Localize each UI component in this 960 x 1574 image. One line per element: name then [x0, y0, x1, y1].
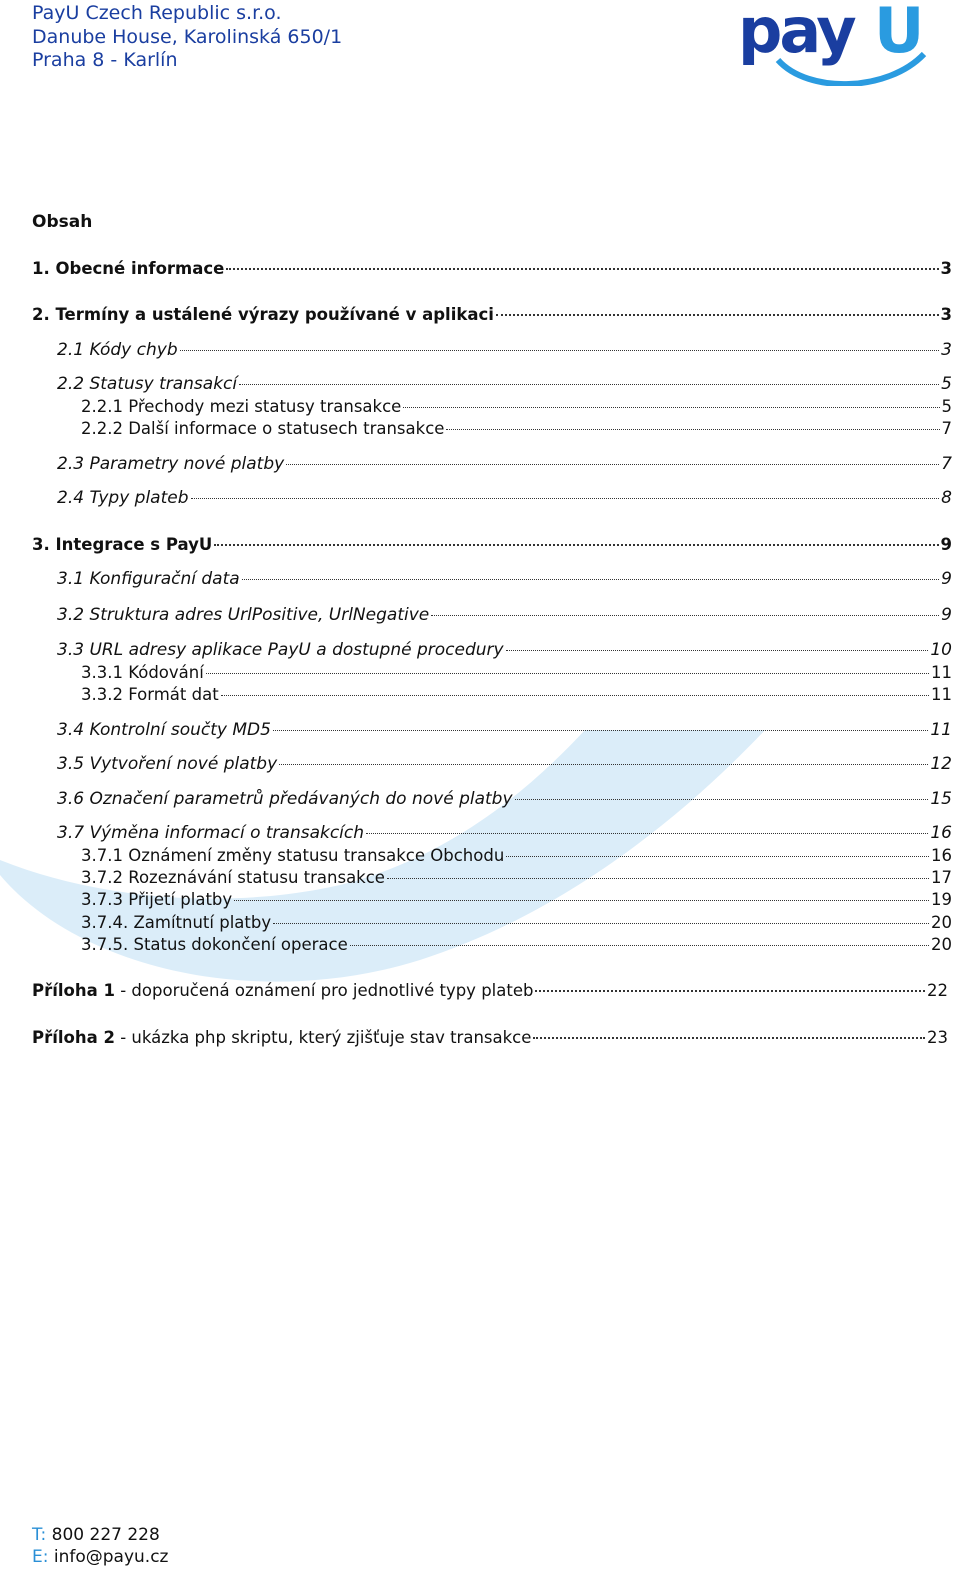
contact-footer: [32, 1524, 168, 1568]
toc-entry[interactable]: [57, 568, 952, 590]
toc-entry-page: 15: [930, 789, 952, 809]
toc-leader-dots: [506, 856, 929, 857]
appendix-entry[interactable]: [32, 980, 948, 1002]
toc-entry[interactable]: [32, 258, 952, 280]
toc-entry-page: 7: [941, 419, 952, 438]
toc-entry-title: 3.5 Vytvoření nové platby: [57, 754, 278, 774]
toc-entry[interactable]: [81, 889, 952, 911]
toc-entry-page: 5: [941, 397, 952, 416]
toc-entry-page: 16: [931, 846, 952, 865]
appendix-entry[interactable]: [32, 1027, 948, 1049]
toc-leader-dots: [279, 764, 928, 765]
toc-leader-dots: [234, 900, 929, 901]
appendix-entry-page: 22: [927, 981, 948, 1000]
toc-entry-page: 16: [930, 823, 952, 843]
toc-entry-title: 2.2 Statusy transakcí: [57, 374, 238, 394]
payu-logo: [738, 2, 940, 90]
toc-leader-dots: [366, 833, 928, 834]
toc-entry-title: 2.2.2 Další informace o statusech transakce: [81, 419, 445, 438]
toc-leader-dots: [431, 615, 939, 616]
toc-entry-page: 10: [930, 640, 952, 660]
toc-entry[interactable]: [57, 487, 952, 509]
toc-entry[interactable]: [32, 534, 952, 556]
toc-entry-page: 8: [941, 488, 952, 508]
toc-entry-page: 17: [931, 868, 952, 887]
toc-entry-page: 5: [941, 374, 952, 394]
toc-entry-title: 3.3 URL adresy aplikace PayU a dostupné procedury: [57, 640, 504, 660]
svg-text:pay: pay: [738, 2, 854, 67]
toc-leader-dots: [286, 464, 939, 465]
appendix-entry-page: 23: [927, 1028, 948, 1047]
toc-leader-dots: [496, 314, 939, 316]
toc-leader-dots: [191, 498, 940, 499]
phone-label: T:: [32, 1525, 47, 1545]
toc-entry-page: 20: [931, 913, 952, 932]
toc-entry-title: 1. Obecné informace: [32, 259, 225, 278]
toc-entry[interactable]: [81, 934, 952, 956]
toc-entry-page: 12: [930, 754, 952, 774]
toc-entry[interactable]: [57, 719, 952, 741]
toc-entry-title: 3.3.2 Formát dat: [81, 685, 219, 704]
toc-entry-title: 2. Termíny a ustálené výrazy používané v aplikaci: [32, 305, 494, 324]
phone-number: 800 227 228: [51, 1525, 160, 1545]
toc-leader-dots: [403, 407, 939, 408]
toc-leader-dots: [446, 429, 939, 430]
toc-title: Obsah: [32, 212, 93, 232]
toc-entry[interactable]: [57, 753, 952, 775]
company-city: Praha 8 - Karlín: [32, 49, 178, 71]
toc-entry[interactable]: [57, 604, 952, 626]
toc-entry-title: 3.4 Kontrolní součty MD5: [57, 720, 271, 740]
svg-text:U: U: [874, 2, 925, 67]
company-name: PayU Czech Republic s.r.o.: [32, 2, 282, 24]
toc-entry[interactable]: [81, 662, 952, 684]
appendix-label: Příloha 1: [32, 981, 115, 1000]
toc-entry[interactable]: [81, 845, 952, 867]
toc-entry-page: 3: [940, 305, 952, 324]
company-address: [32, 2, 342, 73]
toc-leader-dots: [387, 878, 929, 879]
toc-leader-dots: [506, 650, 929, 651]
toc-leader-dots: [180, 350, 940, 351]
appendix-entry-title: [32, 980, 533, 1002]
toc-entry[interactable]: [81, 418, 952, 440]
toc-entry-title: 3. Integrace s PayU: [32, 535, 213, 554]
toc-entry[interactable]: [57, 822, 952, 844]
toc-entry-title: 3.3.1 Kódování: [81, 663, 204, 682]
toc-entry-page: 9: [940, 535, 952, 554]
toc-entry[interactable]: [57, 373, 952, 395]
toc-entry-title: 2.4 Typy plateb: [57, 488, 189, 508]
toc-entry[interactable]: [81, 396, 952, 418]
toc-leader-dots: [206, 673, 929, 674]
toc-leader-dots: [239, 384, 939, 385]
toc-entry-title: 3.6 Označení parametrů předávaných do nové platby: [57, 789, 513, 809]
toc-entry[interactable]: [81, 684, 952, 706]
company-street: Danube House, Karolinská 650/1: [32, 25, 343, 48]
toc-entry-title: 3.7.3 Přijetí platby: [81, 890, 233, 909]
toc-entry-title: 3.7.4. Zamítnutí platby: [81, 913, 272, 932]
toc-leader-dots: [273, 730, 928, 731]
toc-entry[interactable]: [57, 788, 952, 810]
appendix-description: - ukázka php skriptu, který zjišťuje stav transakce: [114, 1028, 532, 1047]
toc-entry-page: 7: [941, 454, 952, 474]
toc-leader-dots: [242, 579, 940, 580]
toc-entry-page: 11: [931, 685, 952, 704]
toc-entry[interactable]: [57, 339, 952, 361]
toc-entry-page: 11: [931, 663, 952, 682]
toc-leader-dots: [214, 544, 938, 546]
toc-entry-page: 20: [931, 935, 952, 954]
toc-entry-title: 2.1 Kódy chyb: [57, 340, 178, 360]
toc-entry[interactable]: [81, 912, 952, 934]
toc-entry[interactable]: [81, 867, 952, 889]
toc-entry-page: 3: [941, 340, 952, 360]
toc-entry-page: 9: [941, 605, 952, 625]
toc-entry-title: 3.2 Struktura adres UrlPositive, UrlNegative: [57, 605, 430, 625]
toc-leader-dots: [273, 923, 929, 924]
email-address: info@payu.cz: [53, 1547, 169, 1567]
toc-entry-title: 3.7 Výměna informací o transakcích: [57, 823, 365, 843]
toc-entry[interactable]: [57, 453, 952, 475]
toc-entry-title: 3.7.1 Oznámení změny statusu transakce Obchodu: [81, 846, 505, 865]
appendix-entry-title: [32, 1027, 531, 1049]
toc-entry-title: 2.2.1 Přechody mezi statusy transakce: [81, 397, 402, 416]
toc-entry-title: 3.7.5. Status dokončení operace: [81, 935, 348, 954]
toc-entry-page: 19: [931, 890, 952, 909]
toc-leader-dots: [221, 695, 929, 696]
toc-entry-page: 9: [941, 569, 952, 589]
toc-leader-dots: [533, 1037, 925, 1039]
email-label: E:: [32, 1547, 49, 1567]
toc-entry-page: 11: [930, 720, 952, 740]
toc-leader-dots: [535, 990, 925, 992]
toc-leader-dots: [515, 799, 929, 800]
appendix-description: - doporučená oznámení pro jednotlivé typy plateb: [114, 981, 534, 1000]
toc-entry[interactable]: [57, 639, 952, 661]
toc-leader-dots: [226, 268, 938, 270]
toc-entry-title: 2.3 Parametry nové platby: [57, 454, 285, 474]
toc-entry-title: 3.1 Konfigurační data: [57, 569, 240, 589]
toc-leader-dots: [350, 945, 929, 946]
toc-entry[interactable]: [32, 304, 952, 326]
toc-entry-title: 3.7.2 Rozeznávání statusu transakce: [81, 868, 385, 887]
appendix-label: Příloha 2: [32, 1028, 115, 1047]
toc-entry-page: 3: [940, 259, 952, 278]
